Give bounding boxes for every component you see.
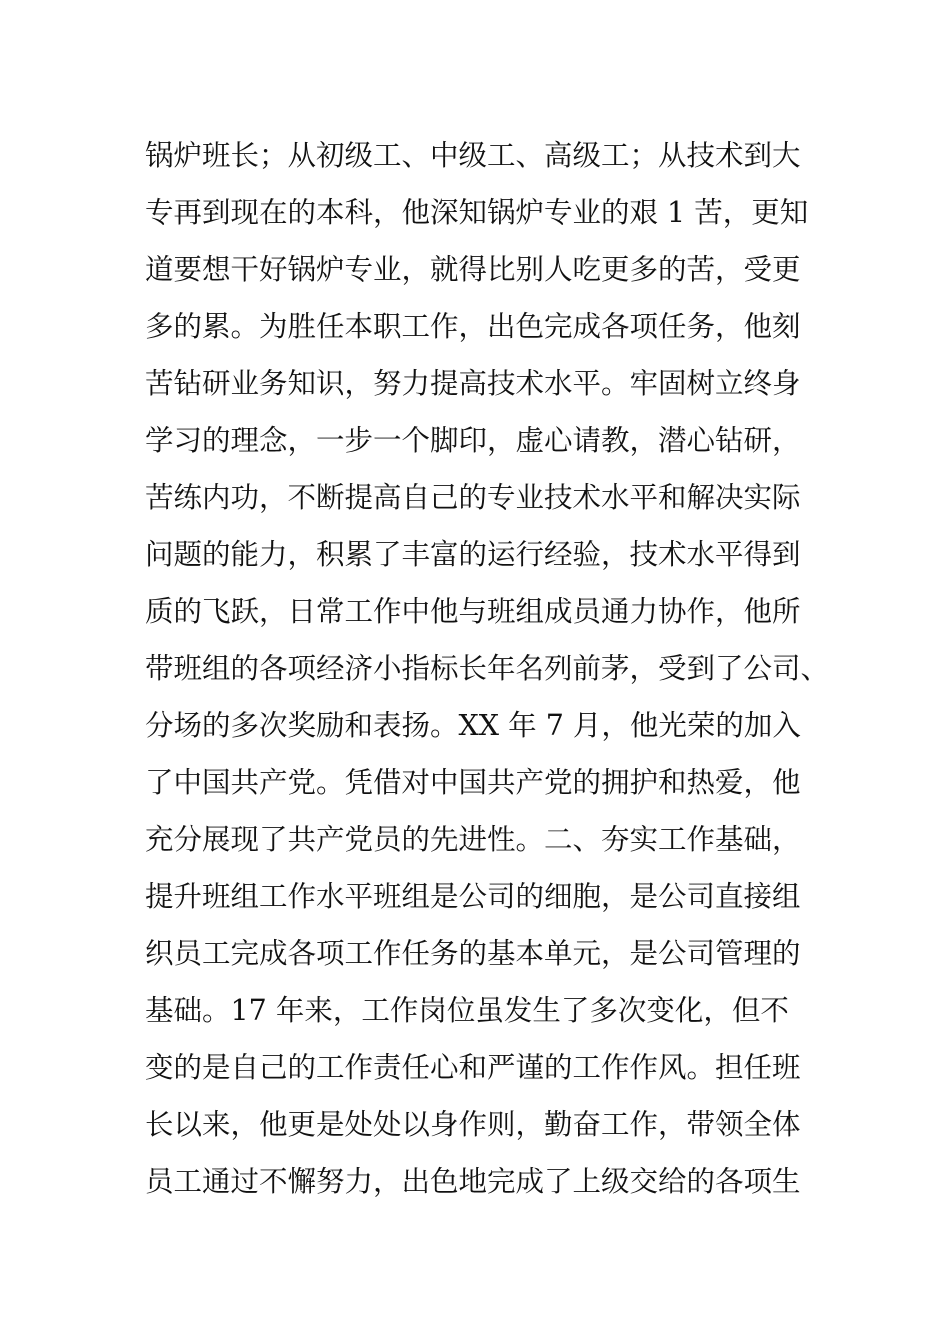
text-line: 长以来，他更是处处以身作则，勤奋工作，带领全体 <box>145 1108 801 1141</box>
text-line: 变的是自己的工作责任心和严谨的工作作风。担任班 <box>145 1051 801 1084</box>
text-line: 分场的多次奖励和表扬。XX 年 7 月，他光荣的加入 <box>145 709 801 742</box>
text-line: 带班组的各项经济小指标长年名列前茅，受到了公司、 <box>145 652 830 685</box>
text-line: 问题的能力，积累了丰富的运行经验，技术水平得到 <box>145 538 801 571</box>
text-line: 了中国共产党。凭借对中国共产党的拥护和热爱，他 <box>145 766 801 799</box>
text-line: 学习的理念，一步一个脚印，虚心请教，潜心钻研， <box>145 424 801 457</box>
text-line: 苦钻研业务知识，努力提高技术水平。牢固树立终身 <box>145 367 801 400</box>
body-text <box>145 127 945 1210</box>
text-line: 多的累。为胜任本职工作，出色完成各项任务，他刻 <box>145 310 801 343</box>
text-line: 锅炉班长；从初级工、中级工、高级工；从技术到大 <box>145 139 801 172</box>
text-line: 提升班组工作水平班组是公司的细胞，是公司直接组 <box>145 880 801 913</box>
text-line: 充分展现了共产党员的先进性。二、夯实工作基础， <box>145 823 801 856</box>
text-line: 质的飞跃，日常工作中他与班组成员通力协作，他所 <box>145 595 801 628</box>
text-line: 员工通过不懈努力，出色地完成了上级交给的各项生 <box>145 1165 801 1198</box>
text-line: 道要想干好锅炉专业，就得比别人吃更多的苦，受更 <box>145 253 801 286</box>
text-line: 织员工完成各项工作任务的基本单元，是公司管理的 <box>145 937 801 970</box>
text-line: 专再到现在的本科，他深知锅炉专业的艰 1 苦，更知 <box>145 196 809 229</box>
text-line: 苦练内功，不断提高自己的专业技术水平和解决实际 <box>145 481 801 514</box>
text-line: 基础。17 年来，工作岗位虽发生了多次变化，但不 <box>145 994 789 1027</box>
